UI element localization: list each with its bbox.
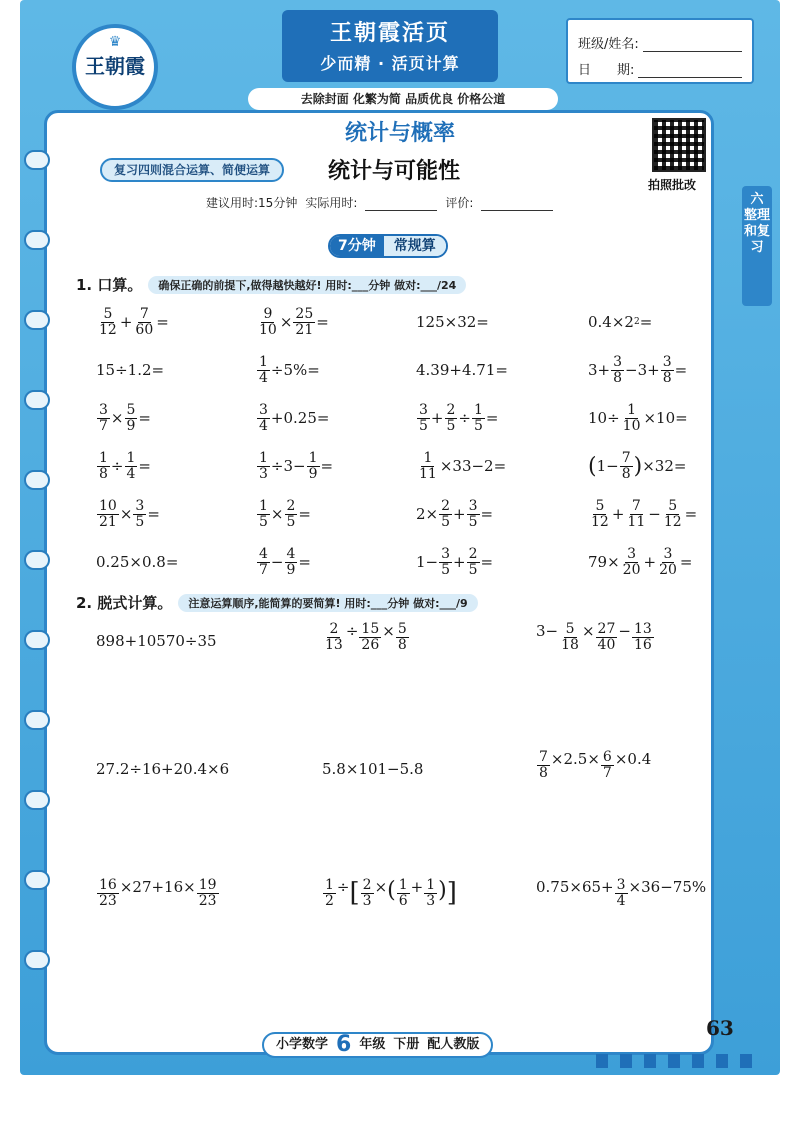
binder-ring: [24, 310, 50, 330]
qr-code-icon[interactable]: [652, 118, 706, 172]
question-2-title: 2. 脱式计算。: [76, 594, 173, 612]
problem: 79× $\frac{3}{20}$ + $\frac{3}{20}$ =: [588, 545, 693, 578]
problem: $\frac{7}{8}$ ×2.5× $\frac{6}{7}$ ×0.4: [539, 749, 652, 781]
crown-icon: ♛: [108, 34, 122, 50]
problem: $\frac{3}{5}$ + $\frac{2}{5}$ ÷ $\frac{1}{5}$ =: [419, 401, 499, 434]
logo-name: 王朝霞: [85, 54, 145, 78]
binder-ring: [24, 150, 50, 170]
time-row: [206, 194, 553, 211]
question-1-header: [76, 274, 466, 295]
binder-ring: [24, 470, 50, 490]
question-1-title: 1. 口算。: [76, 276, 143, 294]
problem: 1− $\frac{3}{5}$ + $\frac{2}{5}$ =: [416, 545, 494, 578]
problem: $\frac{16}{23}$ ×27+16× $\frac{19}{23}$: [99, 877, 217, 909]
page-number: 63: [706, 1016, 734, 1040]
binder-ring: [24, 390, 50, 410]
problem: $\frac{3}{4}$ +0.25=: [259, 401, 330, 434]
binder-ring: [24, 870, 50, 890]
problem: 125×32=: [416, 313, 489, 331]
section-minutes: 7分钟: [330, 236, 384, 256]
binder-ring: [24, 950, 50, 970]
problem: 2× $\frac{2}{5}$ + $\frac{3}{5}$ =: [416, 497, 494, 530]
chapter-side-tab: 六 整理和复习: [742, 186, 772, 306]
problem: 0.25×0.8=: [96, 553, 179, 571]
suggested-time: 建议用时:15分钟: [206, 196, 298, 210]
footer-subject: 小学数学: [276, 1037, 329, 1052]
problem: $\frac{1}{5}$ × $\frac{2}{5}$ =: [259, 497, 311, 530]
binder-ring: [24, 230, 50, 250]
question-1-note: 确保正确的前提下,做得越快越好! 用时:___分钟 做对:___/24: [148, 276, 466, 294]
problem: 10÷ $\frac{1}{10}$ ×10=: [588, 401, 688, 434]
problem: $\frac{1}{4}$ ÷5%=: [259, 353, 320, 386]
problem: 898+10570÷35: [96, 632, 217, 650]
section-name: 常规算: [384, 236, 446, 256]
footer-badge: [262, 1032, 493, 1058]
problem: $\frac{3}{7}$ × $\frac{5}{9}$ =: [99, 401, 151, 434]
problem: 3+ $\frac{3}{8}$ −3+ $\frac{3}{8}$ =: [588, 353, 688, 386]
evaluation-label: 评价:: [445, 196, 474, 210]
problem: 0.75×65+ $\frac{3}{4}$ ×36−75%: [536, 877, 707, 909]
slogan: 去除封面 化繁为简 品质优良 价格公道: [248, 88, 558, 110]
footer-term: 下册: [393, 1037, 420, 1052]
qr-label: 拍照批改: [648, 178, 697, 192]
edge-tabs: [596, 1054, 752, 1068]
question-2-note: 注意运算顺序,能简算的要简算! 用时:___分钟 做对:___/9: [178, 594, 477, 612]
problem: $\frac{1}{3}$ ÷3− $\frac{1}{9}$ =: [259, 449, 334, 482]
brand-logo: [72, 24, 158, 110]
problem: $\frac{1}{2}$ ÷ [ $\frac{2}{3}$ × ( $\frac{1}{6}$ + $\frac{1}{3}$ ) ]: [325, 877, 457, 909]
date-field[interactable]: [638, 64, 742, 78]
problem: $\frac{1}{8}$ ÷ $\frac{1}{4}$ =: [99, 449, 151, 482]
review-badge: 复习四则混合运算、简便运算: [100, 158, 284, 182]
problem: ( 1− $\frac{7}{8}$ ) ×32=: [588, 449, 687, 482]
problem: $\frac{5}{12}$ + $\frac{7}{11}$ − $\frac{5}{12}$ =: [591, 497, 698, 530]
problem: 3− $\frac{5}{18}$ × $\frac{27}{40}$ − $\frac{13}{16}$: [536, 621, 652, 653]
problem: $\frac{5}{12}$ + $\frac{7}{60}$ =: [99, 305, 169, 338]
oral-calc-grid: [96, 298, 736, 586]
binder-ring: [24, 710, 50, 730]
problem: $\frac{1}{11}$ ×33−2=: [419, 449, 507, 482]
footer-grade: 年级: [359, 1037, 386, 1052]
problem: $\frac{10}{21}$ × $\frac{3}{5}$ =: [99, 497, 160, 530]
footer-grade-number: 6: [336, 1032, 352, 1057]
step-calc-grid: [96, 618, 736, 1002]
binder-ring: [24, 790, 50, 810]
brand-subtitle: 少而精 · 活页计算: [320, 54, 460, 73]
student-info-box: [566, 18, 754, 84]
problem: $\frac{9}{10}$ × $\frac{25}{21}$ =: [259, 305, 329, 338]
actual-time-field[interactable]: [365, 199, 437, 211]
actual-time-label: 实际用时:: [305, 196, 358, 210]
brand-title: 王朝霞活页: [329, 21, 450, 46]
lesson-title: 统计与可能性: [328, 159, 461, 184]
problem: 27.2÷16+20.4×6: [96, 760, 230, 778]
problem: 0.4×2 2 =: [588, 313, 653, 331]
date-label: 日 期:: [578, 63, 635, 78]
brand-banner: [282, 10, 498, 82]
evaluation-field[interactable]: [481, 199, 553, 211]
problem: 5.8×101−5.8: [322, 760, 424, 778]
footer-edition: 配人教版: [427, 1037, 480, 1052]
question-2-header: [76, 592, 478, 613]
problem: 4.39+4.71=: [416, 361, 508, 379]
binder-ring: [24, 630, 50, 650]
topic-title: 统计与概率: [344, 121, 455, 146]
problem: $\frac{4}{7}$ − $\frac{4}{9}$ =: [259, 545, 311, 578]
binder-ring: [24, 550, 50, 570]
section-header: [328, 234, 448, 258]
class-name-label: 班级/姓名:: [578, 37, 639, 52]
problem: $\frac{2}{13}$ ÷ $\frac{15}{26}$ × $\frac{5}{8}$: [325, 621, 407, 653]
class-name-field[interactable]: [643, 38, 742, 52]
problem: 15÷1.2=: [96, 361, 165, 379]
